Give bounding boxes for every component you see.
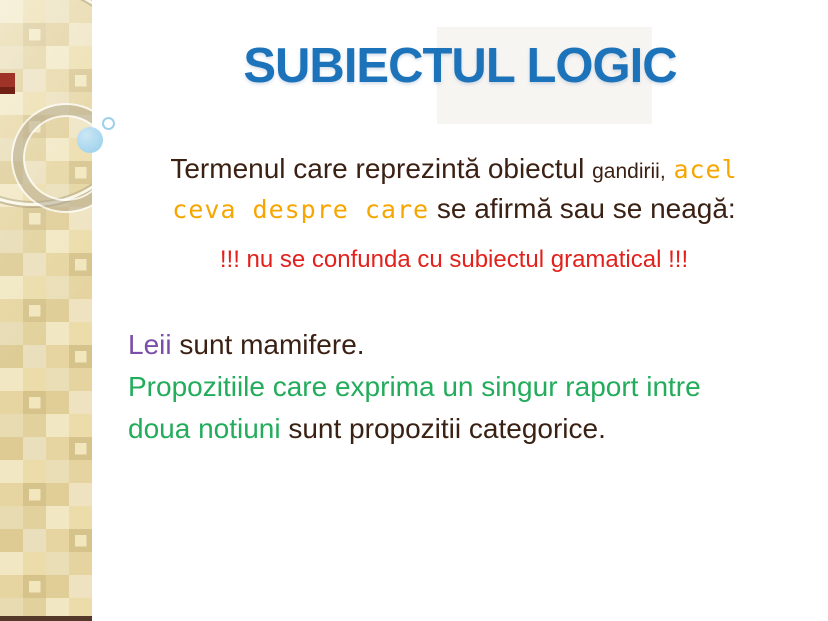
text-segment: se afirmă sau se neagă:	[429, 193, 736, 224]
text-segment: sunt mamifere.	[171, 329, 365, 360]
sidebar-pattern	[0, 0, 92, 621]
text-segment: gandirii,	[592, 160, 666, 183]
text-segment: Termenul care reprezintă obiectul	[170, 153, 593, 184]
examples-paragraph	[128, 324, 788, 450]
text-segment: ceva despre care	[172, 195, 430, 224]
slide-title: SUBIECTUL LOGIC	[243, 39, 677, 93]
small-circle-ornament	[102, 117, 115, 130]
red-accent-square	[0, 73, 15, 94]
text-segment: !!! nu se confunda cu subiectul gramatical !!!	[219, 246, 689, 273]
warning-paragraph	[100, 245, 808, 275]
text-segment: acel	[673, 155, 738, 184]
text-line	[100, 150, 808, 190]
text-segment: Leii	[128, 329, 172, 360]
text-segment: Propozitiile care exprima un singur raport intre	[128, 371, 701, 402]
text-segment: sunt propozitii categorice.	[280, 413, 606, 444]
text-line	[128, 408, 788, 450]
sidebar-bottom-strip	[0, 616, 92, 621]
text-line	[100, 245, 808, 275]
main-paragraph	[100, 150, 808, 228]
text-line	[128, 366, 788, 408]
blue-dot-ornament	[77, 127, 103, 153]
text-line	[128, 324, 788, 366]
text-line	[100, 190, 808, 228]
text-segment: doua notiuni	[128, 413, 281, 444]
